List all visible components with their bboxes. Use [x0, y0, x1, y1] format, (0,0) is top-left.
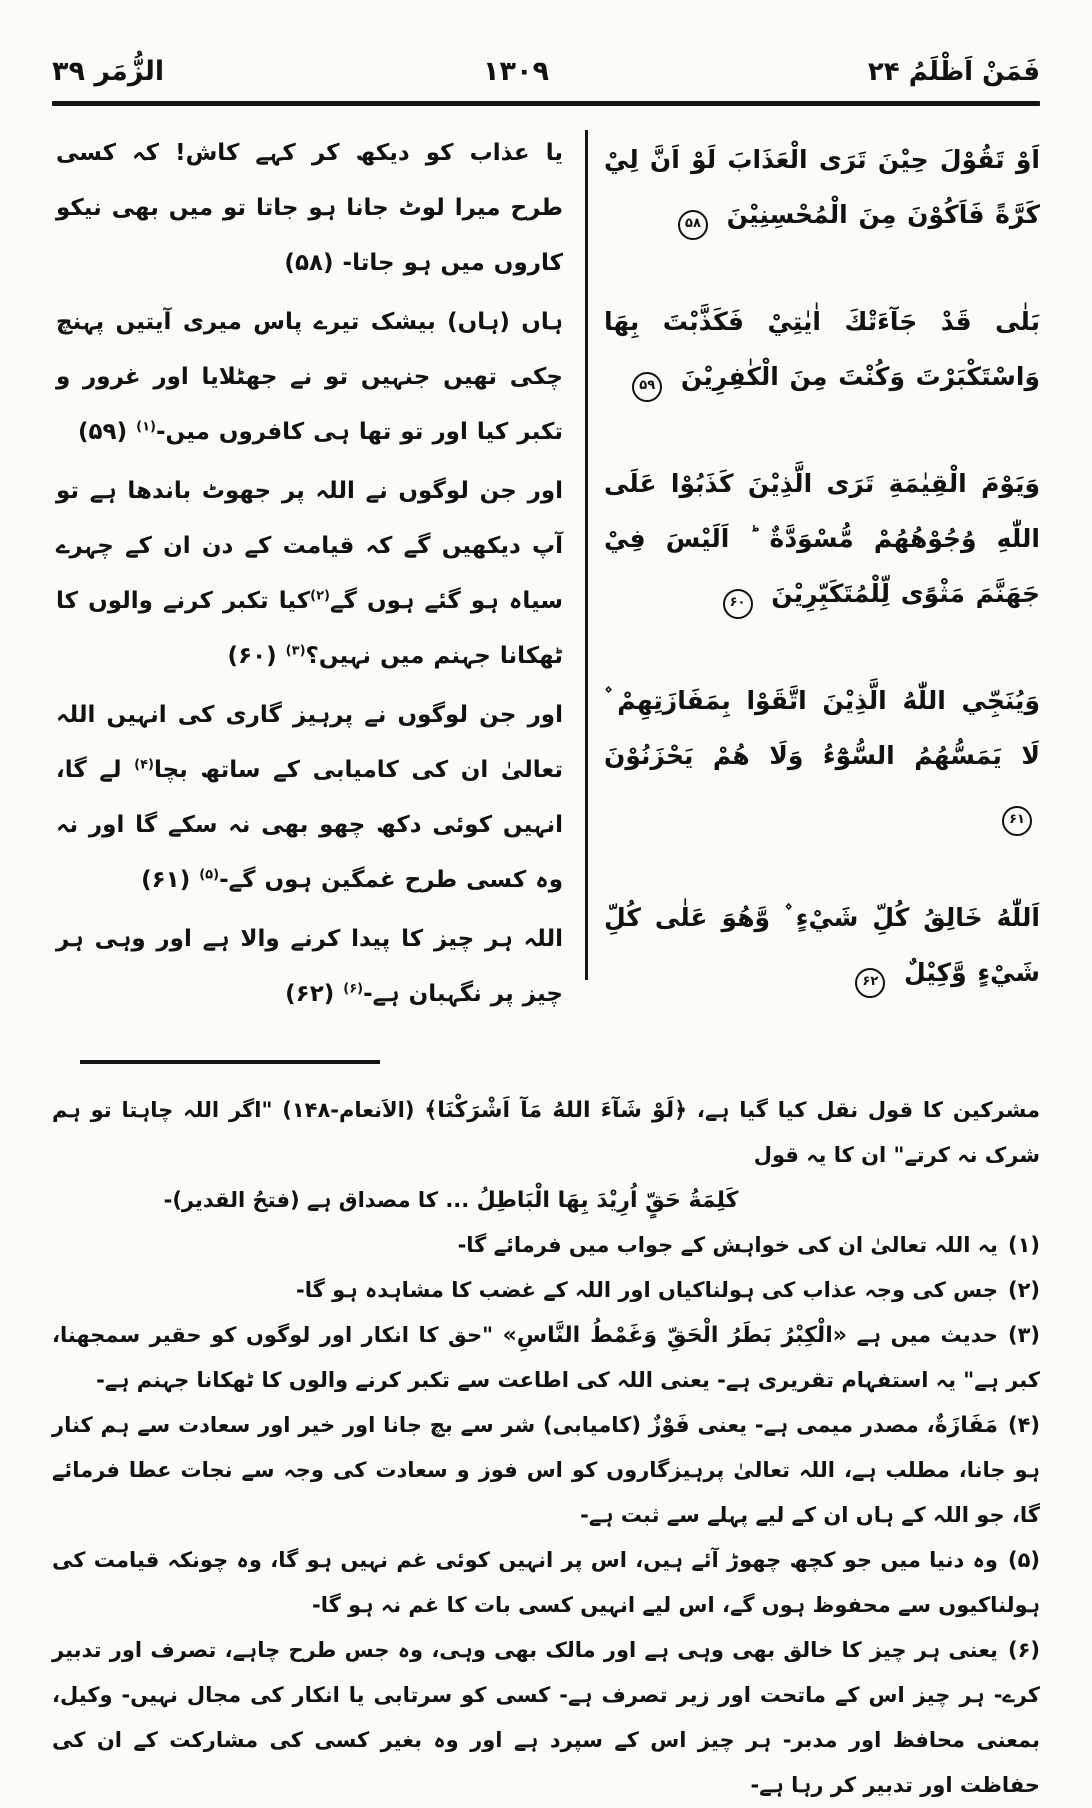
page-number: ۱۳۰۹	[483, 56, 549, 87]
text-run: (۶۰)	[227, 643, 286, 669]
arabic-verses-column	[588, 126, 1040, 1026]
text-run: (۶۱)	[141, 867, 200, 893]
ayah-number-badge: ۵۸	[678, 210, 708, 240]
translation-paragraph-4	[56, 688, 563, 908]
header-rule	[52, 101, 1040, 106]
juz-title: فَمَنْ اَظْلَمُ ۲۴	[867, 57, 1040, 87]
verse-text: اَللّٰهُ خَالِقُ كُلِّ شَيْءٍ ۫ وَّهُوَ عَلٰى كُلِّ شَيْءٍ وَّكِيْلٌ	[604, 903, 1040, 987]
verse-text: بَلٰى قَدْ جَآءَتْكَ اٰيٰتِيْ فَكَذَّبْتَ بِهَا وَاسْتَكْبَرْتَ وَكُنْتَ مِنَ الْكٰفِرِيْنَ	[604, 307, 1040, 391]
text-run: وہ دنیا میں جو کچھ چھوڑ آئے ہیں، اس پر انہیں کوئی غم نہیں ہو گا، وہ چونکہ قیامت کی ہولناکیوں سے محفوظ ہوں گے، اس لیے انہیں کسی بات کا غم نہ ہو گا-	[52, 1548, 1040, 1617]
footnote-(۵)	[52, 1538, 1040, 1628]
arabic-quote: مَفَازَةٌ	[934, 1413, 998, 1438]
arabic-quote: ﴿لَوْ شَآءَ اللهُ مَآ اَشْرَكْنَا﴾	[424, 1098, 687, 1123]
text-run: ہاں (ہاں) بیشک تیرے پاس میری آیتیں پہنچ چکی تھیں جنہیں تو نے جھٹلایا اور غرور و تکبر کیا اور تو تھا ہی کافروں میں-	[56, 309, 563, 445]
main-body	[52, 126, 1040, 1026]
ayah-number-badge: ۵۹	[632, 372, 662, 402]
text-run: یہ اللہ تعالیٰ ان کی خواہش کے جواب میں فرمائے گا-	[457, 1233, 998, 1257]
footnote-(۴)	[52, 1403, 1040, 1538]
ayah-number-badge: ۶۱	[1002, 806, 1032, 836]
translation-paragraph-3	[56, 464, 563, 684]
footnote-intro-line2	[52, 1178, 1040, 1223]
page-header	[52, 56, 1040, 87]
text-run: یا عذاب کو دیکھ کر کہے کاش! کہ کسی طرح میرا لوٹ جانا ہو جاتا تو میں بھی نیکو کاروں میں ہو جاتا- (۵۸)	[56, 140, 563, 276]
footnote-number: (۵)	[1007, 1548, 1040, 1572]
footnote-number: (۱)	[1007, 1233, 1040, 1257]
text-run: حدیث میں ہے	[846, 1323, 998, 1347]
footnote-marker-superscript: (۱)	[136, 419, 156, 435]
footnote-marker-superscript: (۲)	[310, 588, 330, 604]
ayah-number-badge: ۶۰	[723, 589, 753, 619]
footnote-number: (۳)	[1007, 1323, 1040, 1347]
footnote-(۳)	[52, 1313, 1040, 1403]
text-run: یعنی ہر چیز کا خالق بھی وہی ہے اور مالک بھی وہی، وہ جس طرح چاہے، تصرف اور تدبیر کرے- ہر چیز اس کے ماتحت اور زیر تصرف ہے- کسی کو سرتابی یا انکار کی مجال نہیں- وکیل، بمعنی محافظ اور مدبر- ہر چیز اس کے سپرد ہے اور وہ بغیر کسی کی مشارکت کے ان کی حفاظت اور تدبیر کر رہا ہے-	[52, 1638, 1040, 1797]
column-divider	[585, 130, 588, 980]
text-run: مشرکین کا قول نقل کیا گیا ہے،	[687, 1098, 1040, 1122]
ayah-number-badge: ۶۲	[855, 968, 885, 998]
arabic-quote: كَلِمَةُ حَقٍّ اُرِيْدَ بِهَا الْبَاطِلُ	[476, 1188, 739, 1213]
footnote-separator	[80, 1060, 380, 1064]
footnote-intro-line1	[52, 1088, 1040, 1178]
footnote-(۱)	[52, 1223, 1040, 1268]
urdu-translation-column	[52, 126, 585, 1026]
footnote-marker-superscript: (۳)	[285, 643, 306, 659]
text-run: (الاَنعام-۱۴۸) "اگر اللہ چاہتا تو ہم شرک نہ کرتے" ان کا یہ قول	[52, 1098, 1040, 1167]
translation-paragraph-2	[56, 295, 563, 460]
quran-verse-۶۲	[604, 890, 1040, 1000]
footnote-(۶)	[52, 1628, 1040, 1808]
text-run: (۵۹)	[78, 419, 137, 445]
text-run: لے گا، انہیں کوئی دکھ چھو بھی نہ سکے گا اور نہ وہ کسی طرح غمگین ہوں گے-	[56, 757, 563, 893]
surah-title: الزُّمَر ۳۹	[52, 56, 165, 87]
verse-text: وَيَوْمَ الْقِيٰمَةِ تَرَى الَّذِيْنَ كَذَبُوْا عَلَى اللّٰهِ وُجُوْهُهُمْ مُّسْوَدَّةٌ ؕ اَلَيْسَ فِيْ جَهَنَّمَ مَثْوًى لِّلْمُتَكَبِّرِيْنَ	[604, 469, 1040, 608]
footnote-number: (۴)	[1007, 1413, 1040, 1437]
quran-verse-۵۹	[604, 294, 1040, 404]
quran-verse-۶۱	[604, 673, 1040, 838]
verse-text: اَوْ تَقُوْلَ حِيْنَ تَرَى الْعَذَابَ لَوْ اَنَّ لِيْ كَرَّةً فَاَكُوْنَ مِنَ الْمُحْسِنِيْنَ	[604, 145, 1040, 229]
text-run: "حق کا انکار اور لوگوں کو حقیر سمجھنا، کبر ہے" یہ استفہام تقریری ہے- یعنی اللہ کی اطاعت سے تکبر کرنے والوں کا ٹھکانا جہنم ہے-	[52, 1323, 1040, 1392]
text-run: کیا تکبر کرنے والوں کا ٹھکانا جہنم میں نہیں؟	[56, 588, 563, 669]
footnote-marker-superscript: (۴)	[134, 757, 154, 773]
footnote-marker-superscript: (۶)	[343, 981, 364, 997]
text-run: جس کی وجہ عذاب کی ہولناکیاں اور اللہ کے غضب کا مشاہدہ ہو گا-	[296, 1278, 998, 1302]
text-run: ، مصدر میمی ہے- یعنی	[689, 1413, 935, 1437]
verse-text: وَيُنَجِّي اللّٰهُ الَّذِيْنَ اتَّقَوْا بِمَفَازَتِهِمْ ۫ لَا يَمَسُّهُمُ السُّوْٓءُ وَلَا هُمْ يَحْزَنُوْنَ	[604, 686, 1040, 770]
footnote-list	[52, 1223, 1040, 1808]
footnote-number: (۲)	[1007, 1278, 1040, 1302]
footnote-marker-superscript: (۵)	[199, 867, 220, 883]
translation-paragraph-1	[56, 126, 563, 291]
arabic-quote: «الْكِبْرُ بَطَرُ الْحَقِّ وَغَمْطُ النَّاسِ»	[502, 1323, 847, 1348]
text-run: اور جن لوگوں نے پرہیز گاری کی انہیں اللہ تعالیٰ ان کی کامیابی کے ساتھ بچا	[56, 702, 563, 783]
text-run: (۶۲)	[285, 981, 344, 1007]
text-run: اور جن لوگوں نے اللہ پر جھوٹ باندھا ہے تو آپ دیکھیں گے کہ قیامت کے دن ان کے چہرے سیاہ ہو گئے ہوں گے	[56, 478, 564, 614]
arabic-quote: فَوْزٌ	[648, 1413, 690, 1438]
translation-paragraph-5	[56, 912, 563, 1022]
text-run: اللہ ہر چیز کا پیدا کرنے والا ہے اور وہی ہر چیز پر نگہبان ہے-	[56, 926, 563, 1007]
text-run: (کامیابی) شر سے بچ جانا اور خیر اور سعادت سے ہم کنار ہو جانا، مطلب ہے، اللہ تعالیٰ پرہیزگاروں کو اس فوز و سعادت کی وجہ سے نجات عطا فرمائے گا، جو اللہ کے ہاں ان کے لیے پہلے سے ثبت ہے-	[52, 1413, 1040, 1527]
text-run: ... کا مصداق ہے (فتحُ القدیر)-	[163, 1188, 477, 1212]
quran-verse-۵۸	[604, 132, 1040, 242]
quran-verse-۶۰	[604, 456, 1040, 621]
footnote-(۲)	[52, 1268, 1040, 1313]
footnote-number: (۶)	[1007, 1638, 1040, 1662]
footnotes-section	[52, 1088, 1040, 1808]
